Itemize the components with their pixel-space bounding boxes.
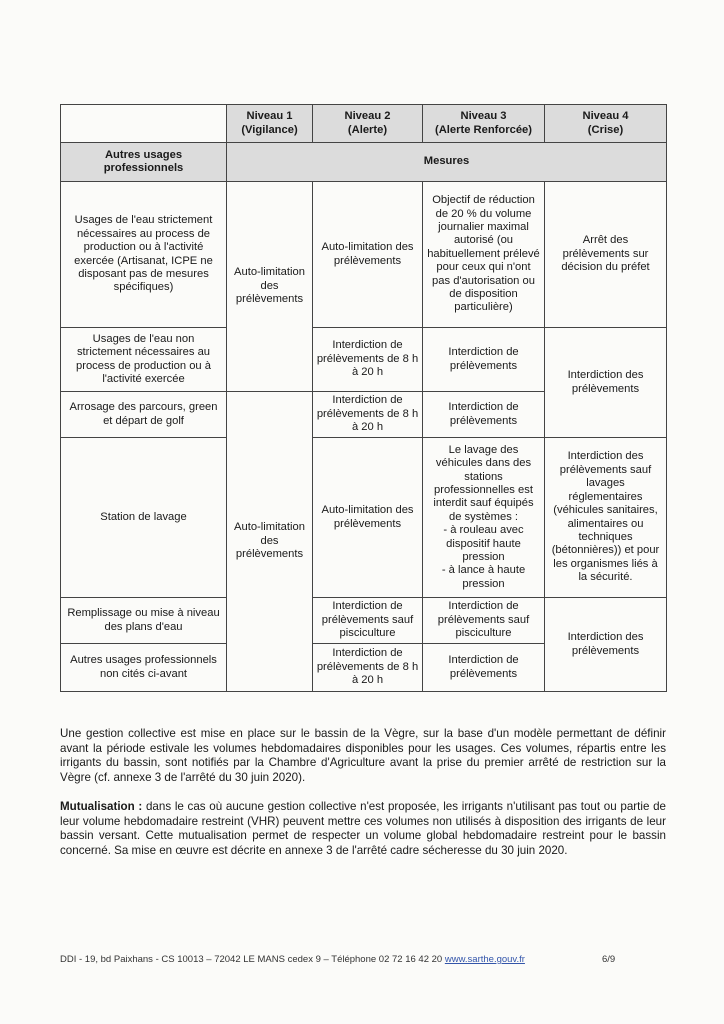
n3-cell: Interdiction de prélèvements [423, 328, 545, 392]
level-3-header: Niveau 3 (Alerte Renforcée) [423, 105, 545, 143]
paragraph-mutualisation [60, 800, 666, 858]
n2-cell: Auto-limitation des prélèvements [313, 182, 423, 328]
n4-cell: Interdiction des prélèvements [545, 328, 667, 438]
section-label: Autres usages professionnels [61, 143, 227, 182]
n3-cell: Interdiction de prélèvements [423, 644, 545, 692]
page-footer [60, 954, 620, 965]
level-4-header: Niveau 4 (Crise) [545, 105, 667, 143]
table-row [61, 598, 667, 644]
footer-address: DDI - 19, bd Paixhans - CS 10013 – 72042 LE MANS cedex 9 – Téléphone 02 72 16 42 20 [60, 954, 445, 965]
n3-cell: Objectif de réduction de 20 % du volume journalier maximal autorisé (ou habituellement prélevé pour ceux qui n'ont pas d'autorisation ou de disposition particulière) [423, 182, 545, 328]
usage-cell: Autres usages professionnels non cités ci-avant [61, 644, 227, 692]
n4-cell: Interdiction des prélèvements [545, 598, 667, 692]
level-1-header: Niveau 1 (Vigilance) [227, 105, 313, 143]
usage-cell: Station de lavage [61, 438, 227, 598]
corner-cell [61, 105, 227, 143]
levels-header-row [61, 105, 667, 143]
page-number: 6/9 [602, 954, 616, 965]
n4-cell: Arrêt des prélèvements sur décision du préfet [545, 182, 667, 328]
usage-cell: Remplissage ou mise à niveau des plans d'eau [61, 598, 227, 644]
n2-cell: Interdiction de prélèvements de 8 h à 20 h [313, 644, 423, 692]
section-header-row [61, 143, 667, 182]
mutualisation-text: dans le cas où aucune gestion collective n'est proposée, les irrigants n'utilisant pas tout ou partie de leur volume hebdomadaire restreint (VHR) peuvent mettre ces volumes non utilisés à disposition des irrigants de leur bassin versant. Cette mutualisation permet de respecter un volume global hebdomadaire restreint pour le bassin concerné. Sa mise en œuvre est décrite en annexe 3 de l'arrêté cadre sécheresse du 30 juin 2020. [60, 800, 666, 857]
n4-cell: Interdiction des prélèvements sauf lavages réglementaires (véhicules sanitaires, alimentaires ou techniques (bétonnières)) et pour les organismes liés à la sécurité. [545, 438, 667, 598]
n2-cell: Interdiction de prélèvements de 8 h à 20 h [313, 392, 423, 438]
n3-cell: Interdiction de prélèvements sauf pisciculture [423, 598, 545, 644]
n2-cell: Auto-limitation des prélèvements [313, 438, 423, 598]
n2-cell: Interdiction de prélèvements sauf pisciculture [313, 598, 423, 644]
table-row [61, 182, 667, 328]
restrictions-table [60, 104, 667, 692]
table-row [61, 328, 667, 392]
mesures-label: Mesures [227, 143, 667, 182]
n1-cell: Auto-limitation des prélèvements [227, 182, 313, 392]
n3-cell: Interdiction de prélèvements [423, 392, 545, 438]
table-row [61, 438, 667, 598]
paragraph-gestion-collective: Une gestion collective est mise en place sur le bassin de la Vègre, sur la base d'un modèle permettant de définir avant la période estivale les volumes hebdomadaires disponibles pour les usages. Ces volumes, répartis entre les irrigants du bassin, sont notifiés par la Chambre d'Agriculture avant la prise du premier arrêté de restriction sur la Vègre (cf. annexe 3 de l'arrêté du 30 juin 2020). [60, 727, 666, 784]
usage-cell: Usages de l'eau strictement nécessaires au process de production ou à l'activité exercée (Artisanat, ICPE ne disposant pas de mesures spécifiques) [61, 182, 227, 328]
n2-cell: Interdiction de prélèvements de 8 h à 20 h [313, 328, 423, 392]
n3-cell: Le lavage des véhicules dans des stations professionnelles est interdit sauf équipés de systèmes : - à rouleau avec dispositif haute pression - à lance à haute pression [423, 438, 545, 598]
mutualisation-label: Mutualisation : [60, 800, 143, 813]
usage-cell: Usages de l'eau non strictement nécessaires au process de production ou à l'activité exercée [61, 328, 227, 392]
n1-cell: Auto-limitation des prélèvements [227, 392, 313, 692]
footer-link[interactable]: www.sarthe.gouv.fr [444, 954, 525, 965]
usage-cell: Arrosage des parcours, green et départ de golf [61, 392, 227, 438]
level-2-header: Niveau 2 (Alerte) [313, 105, 423, 143]
